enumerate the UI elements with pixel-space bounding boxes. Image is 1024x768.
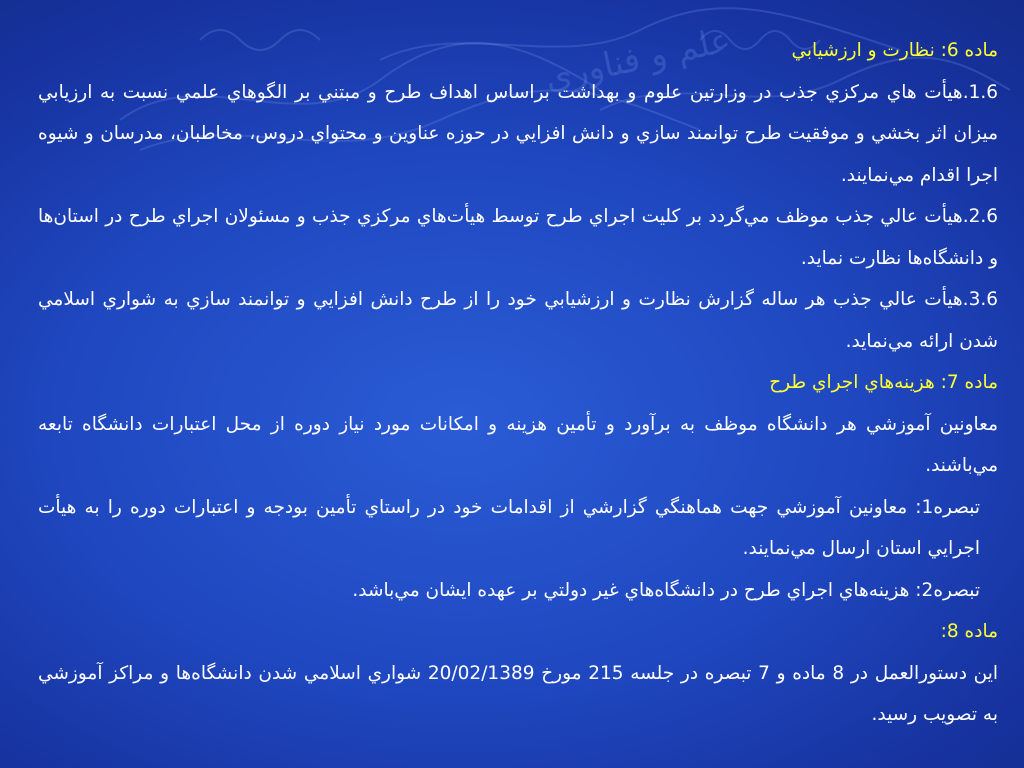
clause-6-3: 3.6.هيأت عالي جذب هر ساله گزارش نظارت و ارزشيابي خود را از طرح دانش افزايي و توانمند سازي به شواري اسلامي شدن ارائه مي‌نمايد. <box>38 289 998 352</box>
clause-6-1: 1.6.هيأت هاي مرکزي جذب در وزارتين علوم و بهداشت براساس اهداف طرح و مبتني بر الگوهاي علمي نسبت به ارزيابي ميزان اثر بخشي و موفقيت طرح توانمند سازي و دانش افزايي در حوزه عناوين و محتواي دروس، مخاطبان، مدرسان و شيوه اجرا اقدام مي‌نمايند. <box>38 81 998 186</box>
note-7-2: تبصره2: هزينه‌هاي اجراي طرح در دانشگاه‌هاي غير دولتي بر عهده ايشان مي‌باشد. <box>352 579 980 601</box>
article-7-heading: ماده 7: هزينه‌هاي اجراي طرح <box>769 372 998 393</box>
article-7-body: معاونين آموزشي هر دانشگاه موظف به برآورد و تأمين هزينه و امکانات مورد نياز دوره از محل اعتبارات دانشگاه تابعه مي‌باشند. <box>38 413 998 476</box>
clause-6-2: 2.6.هيأت عالي جذب موظف مي‌گردد بر کليت اجراي طرح توسط هيأت‌هاي مرکزي جذب و مسئولان اجراي طرح در استان‌ها و دانشگاه‌ها نظارت نمايد. <box>38 206 998 269</box>
note-7-1: تبصره1: معاونين آموزشي جهت هماهنگي گزارشي از اقدامات خود در راستاي تأمين بودجه و اعتبارات دوره را به هيأت اجرايي استان ارسال مي‌نمايند. <box>38 496 980 559</box>
watermark-text: علم و فناوری <box>541 20 735 99</box>
slide-content <box>38 30 998 736</box>
article-8-heading: ماده 8: <box>940 621 998 642</box>
article-6-heading: ماده 6: نظارت و ارزشيابي <box>791 40 998 61</box>
article-8-body: اين دستورالعمل در 8 ماده و 7 تبصره در جلسه 215 مورخ 20/02/1389 شواري اسلامي شدن دانشگاه‌ها و مراکز آموزشي به تصويب رسيد. <box>38 662 999 725</box>
